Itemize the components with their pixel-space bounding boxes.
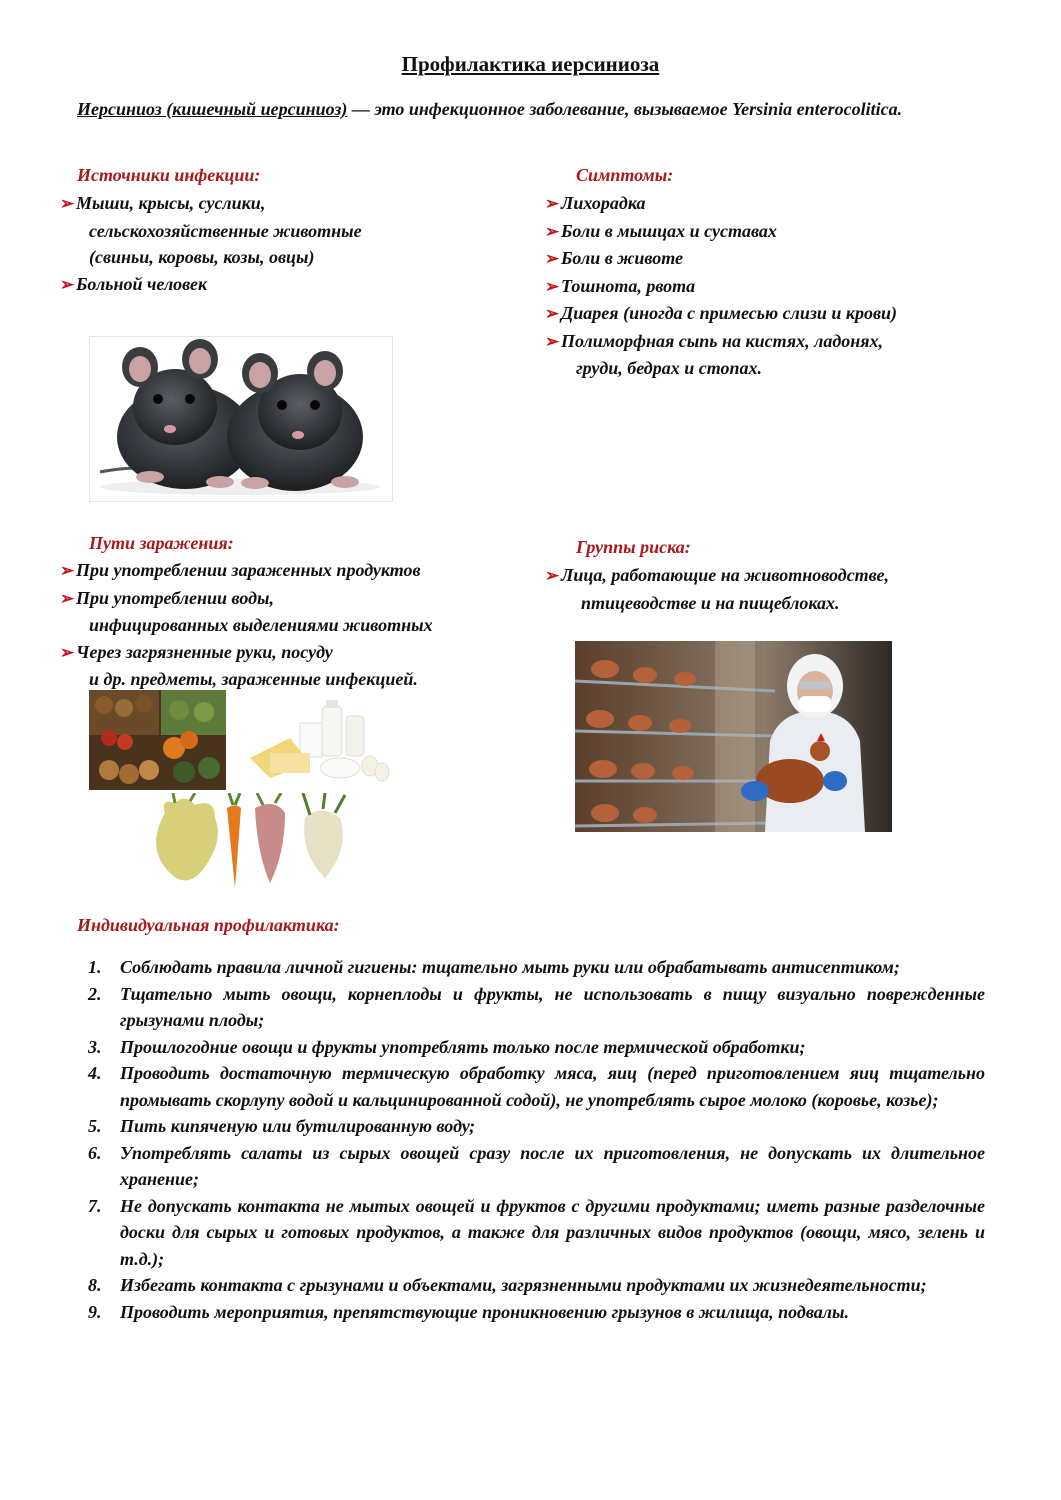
list-item: ➢Диарея (иногда с примесью слизи и крови) [545, 300, 985, 328]
list-item: 3. Прошлогодние овощи и фрукты употреблять только после термической обработки; [88, 1036, 806, 1057]
list-item-continuation: (свиньи, коровы, козы, овцы) [89, 247, 315, 267]
arrow-bullet-icon: ➢ [545, 566, 560, 585]
arrow-bullet-icon: ➢ [60, 274, 75, 294]
list-item: 8. Избегать контакта с грызунами и объектами, загрязненными продуктами их жизнедеятельности; [88, 1275, 927, 1295]
intro-definition: — это инфекционное заболевание, вызываемое Yersinia enterocolitica. [347, 99, 903, 119]
list-item-continuation: и др. предметы, зараженные инфекцией. [89, 669, 418, 689]
list-item: 2. Тщательно мыть овощи, корнеплоды и фрукты, не использовать в пищу визуально поврежденные грызунами плоды; [88, 983, 985, 1030]
list-item-continuation: инфицированных выделениями животных [89, 615, 433, 635]
routes-list [60, 557, 530, 693]
arrow-bullet-icon: ➢ [545, 194, 560, 213]
symptoms-list [545, 190, 985, 382]
list-item: ➢Мыши, крысы, суслики, [60, 190, 500, 218]
risk-heading: Группы риска: [576, 537, 691, 557]
prevention-list [88, 954, 985, 1325]
list-item: ➢Полиморфная сыпь на кистях, ладонях, [545, 328, 985, 356]
list-item: ➢Через загрязненные руки, посуду [60, 639, 530, 667]
risk-list [545, 562, 985, 616]
root-vegetables-photo [145, 793, 350, 893]
routes-heading: Пути заражения: [89, 533, 234, 553]
arrow-bullet-icon: ➢ [60, 194, 75, 213]
list-item: 1. Соблюдать правила личной гигиены: тщательно мыть руки или обрабатывать антисептиком; [88, 957, 900, 977]
prevention-heading: Индивидуальная профилактика: [77, 915, 340, 935]
arrow-bullet-icon: ➢ [545, 331, 560, 351]
list-item: 7. Не допускать контакта не мытых овощей и фруктов с другими продуктами; иметь разные разделочные доски для сырых и готовых продуктов, а также для различных видов продуктов (овощи, мясо, зелень и т.д.); [88, 1195, 985, 1269]
list-item: ➢Боли в животе [545, 245, 985, 273]
rats-photo [89, 336, 393, 502]
page-title: Профилактика иерсиниоза [401, 52, 660, 76]
list-item: ➢Боли в мышцах и суставах [545, 218, 985, 246]
arrow-bullet-icon: ➢ [60, 561, 75, 580]
list-item: ➢Больной человек [60, 271, 500, 299]
list-item: 6. Употреблять салаты из сырых овощей сразу после их приготовления, не допускать их длительное хранение; [88, 1142, 985, 1189]
list-item: 4. Проводить достаточную термическую обработку мяса, яиц (перед приготовлением яиц тщательно промывать скорлупу водой и кальцинированной содой), не употреблять сырое молоко (коровье, козье); [88, 1063, 985, 1110]
list-item: ➢При употреблении зараженных продуктов [60, 557, 530, 585]
list-item: ➢Тошнота, рвота [545, 273, 985, 301]
arrow-bullet-icon: ➢ [60, 642, 75, 662]
symptoms-heading: Симптомы: [576, 165, 674, 185]
arrow-bullet-icon: ➢ [545, 304, 560, 323]
list-item-continuation: птицеводстве и на пищеблоках. [581, 592, 840, 613]
list-item: ➢Лица, работающие на животноводстве, [545, 562, 985, 590]
arrow-bullet-icon: ➢ [545, 276, 560, 296]
list-item: ➢Лихорадка [545, 190, 985, 218]
list-item: 5. Пить кипяченую или бутилированную воду; [88, 1116, 476, 1136]
list-item: ➢При употреблении воды, [60, 585, 530, 613]
sources-list [60, 190, 500, 298]
intro-paragraph [77, 96, 985, 123]
list-item: 9. Проводить мероприятия, препятствующие проникновению грызунов в жилища, подвалы. [88, 1301, 849, 1322]
sources-heading: Источники инфекции: [77, 165, 261, 185]
dairy-products-photo [240, 698, 392, 791]
arrow-bullet-icon: ➢ [60, 588, 75, 608]
arrow-bullet-icon: ➢ [545, 249, 560, 268]
intro-term: Иерсиниоз (кишечный иерсиниоз) [77, 99, 348, 119]
list-item-continuation: сельскохозяйственные животные [89, 220, 362, 241]
arrow-bullet-icon: ➢ [545, 221, 560, 241]
list-item-continuation: груди, бедрах и стопах. [576, 358, 763, 378]
poultry-farm-worker-photo [575, 641, 892, 832]
vegetables-crates-photo [89, 690, 226, 790]
